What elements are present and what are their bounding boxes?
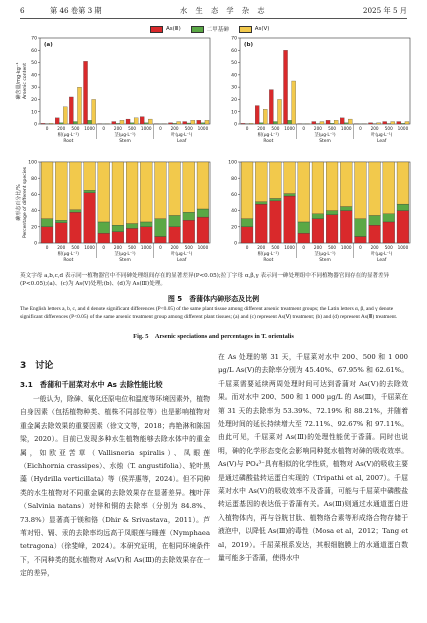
stacked-bar-segment — [84, 193, 96, 243]
bar — [116, 123, 120, 124]
x-tick-label: 1000 — [197, 126, 209, 131]
stacked-bar-segment — [355, 219, 367, 237]
x-tick-label: 200 — [113, 126, 122, 131]
stacked-bar-segment — [155, 219, 167, 237]
bar — [326, 120, 330, 124]
x-tick-label: 200 — [313, 126, 322, 131]
bar — [320, 122, 324, 124]
panel-letter: (b) — [244, 42, 253, 48]
stacked-bar-segment — [312, 162, 324, 214]
bar — [292, 81, 296, 124]
x-tick-label: 0 — [359, 245, 362, 250]
y-tick-label: 70 — [231, 36, 237, 42]
x-tick-label: 200 — [170, 245, 179, 250]
stacked-bar-segment — [284, 196, 296, 243]
y-tick-label: 30 — [231, 85, 237, 91]
bar — [391, 122, 395, 124]
y-tick-label: 0 — [234, 122, 237, 128]
stacked-bar-segment — [383, 162, 395, 214]
stacked-bar-segment — [70, 162, 82, 210]
stacked-bar-segment — [383, 214, 395, 222]
stacked-bar-segment — [183, 220, 195, 243]
bar — [348, 119, 352, 124]
stacked-bar-segment — [126, 228, 138, 243]
bar — [241, 123, 245, 124]
x-tick-label: 1000 — [84, 126, 95, 131]
stacked-bar-segment — [41, 227, 53, 243]
y-tick-label: 50 — [231, 61, 237, 67]
x-tick-label: 200 — [257, 245, 266, 250]
body-text-left-column — [20, 393, 210, 581]
stacked-bar-segment — [340, 211, 352, 243]
stacked-bar-segment — [155, 162, 167, 219]
x-tick-label: 0 — [359, 126, 362, 131]
stacked-bar-segment — [241, 219, 253, 227]
x-group-label: 叶(μg·L⁻¹) — [371, 252, 393, 257]
y-tick-label: 20 — [231, 98, 237, 104]
stacked-bar-segment — [140, 227, 152, 243]
issue-date: 2025 年 5 月 — [362, 6, 407, 15]
bar — [330, 123, 334, 124]
stacked-bar-segment — [112, 162, 124, 225]
bar — [177, 122, 181, 124]
y-tick-label: 40 — [31, 73, 37, 79]
x-group-label-en: Stem — [119, 139, 131, 144]
stacked-bar-segment — [255, 202, 267, 204]
stacked-bar-segment — [55, 223, 67, 243]
bar — [140, 117, 144, 124]
stacked-bar-segment — [255, 204, 267, 243]
bar — [88, 120, 92, 124]
x-tick-label: 500 — [71, 245, 80, 250]
bar — [259, 123, 263, 124]
x-tick-label: 0 — [45, 126, 49, 131]
bar — [197, 120, 201, 124]
x-tick-label: 0 — [159, 126, 162, 131]
bar — [273, 122, 277, 124]
x-group-label: 茎(μg·L⁻¹) — [114, 133, 136, 138]
legend-label-as5: As(Ⅴ) — [254, 26, 270, 32]
y-tick-label: 0 — [34, 241, 37, 247]
body-text-right-column — [218, 351, 408, 566]
stacked-bar-segment — [55, 162, 67, 220]
bar — [134, 118, 138, 124]
journal-name: 水 生 态 学 杂 志 — [180, 6, 268, 15]
stacked-bar-segment — [169, 215, 181, 226]
x-tick-label: 500 — [71, 126, 80, 131]
y-tick-label: 40 — [231, 73, 237, 79]
y-tick-label: 100 — [28, 160, 37, 166]
y-tick-label: 0 — [234, 241, 237, 247]
bar — [187, 123, 191, 124]
stacked-bar-segment — [241, 162, 253, 219]
x-group-label-en: Stem — [319, 258, 331, 263]
x-tick-label: 500 — [184, 245, 193, 250]
stacked-bar-segment — [183, 162, 195, 212]
stacked-bar-segment — [112, 225, 124, 231]
stacked-bar-segment — [84, 190, 96, 192]
stacked-bar-segment — [383, 222, 395, 243]
bar — [369, 123, 373, 124]
caption-chinese: 英文字母 a,b,c,d 表示同一植物器官中不同砷处理组间存在的显著差异(P<0.05);拉丁字母 α,β,γ 表示同一砷处理组中不同植物器官间存在的显著差异(P<0.05);(a)、(c)为 As(Ⅴ)处理;(b)、(d)为 As(Ⅲ)处理。 — [20, 273, 390, 287]
y-tick-label: 60 — [231, 48, 237, 54]
bar — [340, 118, 344, 124]
x-tick-label: 0 — [159, 245, 162, 250]
bar — [63, 107, 67, 124]
stacked-bar-segment — [355, 237, 367, 243]
stacked-bar-segment — [284, 162, 296, 194]
y-tick-label: 60 — [31, 48, 37, 54]
y-tick-label: 20 — [31, 225, 37, 231]
figure-title-english: Fig. 5 Arsenic speciations and percentages in T. orientalis — [133, 333, 294, 340]
page-number: 6 — [20, 6, 25, 15]
stacked-bar-segment — [155, 237, 167, 243]
y-axis-label-en: Percentage of different species — [23, 166, 28, 239]
x-tick-label: 500 — [271, 126, 280, 131]
bar — [397, 122, 401, 124]
x-group-label-en: Root — [263, 139, 274, 144]
stacked-bar-segment — [126, 162, 138, 224]
stacked-bar-segment — [270, 201, 282, 243]
bar — [55, 118, 59, 124]
stacked-bar-segment — [183, 212, 195, 220]
stacked-bar-segment — [98, 162, 110, 222]
x-tick-label: 500 — [271, 245, 280, 250]
x-tick-label: 1000 — [340, 245, 352, 250]
y-tick-label: 50 — [31, 61, 37, 67]
legend-label-dma: 二甲基砷 — [206, 27, 229, 33]
x-tick-label: 0 — [302, 126, 306, 131]
stacked-bar-segment — [41, 219, 53, 227]
x-tick-label: 1000 — [284, 245, 295, 250]
bar — [59, 123, 63, 124]
x-tick-label: 200 — [313, 245, 322, 250]
stacked-bar-segment — [298, 162, 310, 222]
subsection-heading: 3.1 香蒲和千屈菜对水中 As 去除性能比较 — [20, 380, 163, 389]
bar — [92, 99, 96, 124]
stacked-bar-segment — [312, 214, 324, 219]
left-paragraph: 一般认为，除砷、氧化还原电位和温度等环境因素外，植物自身因素（包括植物种类、植株不同部位等）也是影响植物对重金属去除效果的重要因素（徐文文等，2018；冉艳淋和陈国梁，2020）。目前已发现多种水生植物能够去除水体中的重金属，如欧亚苦草（Vallisneria spiralis）、凤眼莲（Eichhornia crassipes）、水烛（T. angustifolia）、轮叶黑藻（Hydrilla verticillata）等（侯弄惠等，2024）。但不同种类的水生植物对不同重金属的去除效果存在显著差异。槐叶萍（Salvinia natans）对锌和铜的去除率（分别为 84.8%、73.8%）显著高于镁和铬（Dhir & Srivastava，2011）。芦苇对铅、镉、汞的去除率均远高于凤眼莲与睡莲（Nymphaea tetragona）（徐斐峰，2024）。本研究证明，在相同环境条件下，不同种类的挺水植物对 As(Ⅴ)和 As(Ⅲ)的去除效果存在一定的差异， — [20, 395, 210, 578]
volume-issue: 第 46 卷第 3 期 — [50, 6, 102, 15]
x-group-label: 叶(μg·L⁻¹) — [371, 133, 393, 138]
y-tick-label: 40 — [31, 209, 37, 215]
x-group-label: 茎(μg·L⁻¹) — [314, 133, 336, 138]
bar — [334, 120, 338, 124]
x-tick-label: 0 — [245, 245, 249, 250]
bar — [41, 123, 45, 124]
x-tick-label: 1000 — [340, 126, 352, 131]
x-group-label-en: Root — [63, 258, 74, 263]
stacked-bar-segment — [140, 162, 152, 222]
x-group-label-en: Leaf — [377, 258, 387, 263]
bar — [205, 120, 209, 124]
stacked-bar-segment — [197, 162, 209, 209]
x-tick-label: 200 — [170, 126, 179, 131]
x-tick-label: 0 — [302, 245, 306, 250]
stacked-bar-segment — [169, 227, 181, 243]
x-tick-label: 200 — [370, 245, 379, 250]
x-group-label: 叶(μg·L⁻¹) — [171, 252, 193, 257]
x-group-label-en: Root — [263, 258, 274, 263]
figure-title-chinese: 图 5 香蒲体内砷形态及比例 — [167, 295, 260, 303]
stacked-bar-segment — [84, 162, 96, 190]
stacked-bar-segment — [241, 227, 253, 243]
bar — [277, 99, 281, 124]
stacked-bar-segment — [126, 224, 138, 229]
bar — [169, 123, 173, 124]
bar — [249, 123, 253, 124]
y-tick-label: 10 — [31, 110, 37, 116]
stacked-bar-segment — [369, 215, 381, 225]
bar — [269, 90, 273, 124]
x-tick-label: 0 — [102, 245, 106, 250]
x-tick-label: 500 — [328, 245, 337, 250]
bar — [112, 122, 116, 124]
x-group-label-en: Stem — [319, 139, 331, 144]
y-tick-label: 20 — [31, 98, 37, 104]
x-tick-label: 1000 — [284, 126, 295, 131]
bar — [312, 122, 316, 124]
x-tick-label: 500 — [384, 245, 393, 250]
right-paragraph: 在 As 处理的第 31 天，千屈菜对水中 200、500 和 1 000 μg/L As(Ⅴ)的去除率分别为 45.40%、67.95% 和 62.61%。千屈菜需要延续两周处理时间可达到香蒲对 As(Ⅴ)的去除效果。而对水中 200、500 和 1 000 μg/L 的 As(Ⅲ)，千屈菜在第 31 天的去除率为 53.39%、72.19% 和 88.21%，并随着处理时间的延长持续增大至 72.11%、92.67% 和 97.11%。由此可见，千屈菜对 As(Ⅲ)的处理性能优于香蒲。同时也说明，砷的化学形态变化会影响同种挺水植物对砷的吸收效率。As(Ⅴ)与 PO₄³⁻具有相似的化学性质，植物对 As(Ⅴ)的吸收主要是通过磷酸盐转运蛋白实现的（Tripathi et al, 2007）。千屈菜对水中 As(Ⅴ)的吸收效率不及香蒲，可能与千屈菜中磷酸盐转运蛋基因的表达低于香蒲有关。As(Ⅲ)则通过水通道蛋白进入植物体内，再与谷胱甘肽、植物络合素等形成络合物存储于液泡中，以降低 As(Ⅲ)的毒性（Mosa et al，2012；Tang et al，2019）。千屈菜根系发达，其根细胞膜上的水通道蛋白数量可能多于香蒲，使得水中 — [218, 353, 408, 563]
caption-english: The English letters a, b, c, and d denote significant differences (P<0.05) of the same plant tissue among different arsenic treatment groups; the Latin letters α, β, and γ denote significant differences (P<0.05) of the same arsenic treatment group among different plant tissues; (a) and (c) represent As(Ⅴ) treatment; (b) and (d) represent As(Ⅲ) treatment. — [20, 306, 398, 320]
x-group-label: 根(μg·L⁻¹) — [57, 252, 79, 257]
x-group-label: 茎(μg·L⁻¹) — [314, 252, 336, 257]
stacked-bar-segment — [270, 198, 282, 200]
x-tick-label: 1000 — [84, 245, 95, 250]
x-tick-label: 500 — [128, 126, 137, 131]
bar — [191, 120, 195, 124]
stacked-bar-segment — [98, 233, 110, 243]
stacked-bar-segment — [112, 232, 124, 243]
stacked-bar-segment — [397, 162, 409, 204]
figure-5-charts — [0, 0, 427, 272]
y-tick-label: 80 — [31, 176, 37, 182]
y-axis-label: 砷含量/mg·kg⁻¹ — [16, 62, 22, 100]
x-tick-label: 1000 — [397, 245, 409, 250]
x-group-label: 根(μg·L⁻¹) — [57, 133, 79, 138]
bar — [148, 119, 152, 124]
x-tick-label: 500 — [328, 126, 337, 131]
bar — [255, 106, 259, 124]
stacked-bar-segment — [255, 162, 267, 202]
x-tick-label: 1000 — [397, 126, 409, 131]
x-tick-label: 500 — [128, 245, 137, 250]
bar — [383, 122, 387, 124]
x-group-label: 茎(μg·L⁻¹) — [114, 252, 136, 257]
x-group-label: 根(μg·L⁻¹) — [257, 133, 279, 138]
y-tick-label: 0 — [34, 122, 37, 128]
x-group-label-en: Leaf — [177, 258, 187, 263]
bar — [288, 120, 292, 124]
stacked-bar-segment — [169, 162, 181, 215]
x-group-label: 叶(μg·L⁻¹) — [171, 133, 193, 138]
x-tick-label: 0 — [102, 126, 106, 131]
stacked-bar-segment — [369, 162, 381, 215]
x-tick-label: 1000 — [140, 245, 152, 250]
bar — [77, 87, 81, 124]
stacked-bar-segment — [98, 222, 110, 233]
x-tick-label: 1000 — [140, 126, 152, 131]
bar — [284, 50, 288, 124]
stacked-bar-segment — [55, 220, 67, 222]
stacked-bar-segment — [397, 211, 409, 243]
x-tick-label: 1000 — [197, 245, 209, 250]
panel-letter: (a) — [44, 42, 53, 48]
bar — [69, 97, 73, 124]
stacked-bar-segment — [197, 217, 209, 243]
y-tick-label: 10 — [231, 110, 237, 116]
bar — [344, 123, 348, 124]
stacked-bar-segment — [326, 162, 338, 211]
stacked-bar-segment — [270, 162, 282, 198]
stacked-bar-segment — [312, 219, 324, 243]
x-tick-label: 0 — [45, 245, 49, 250]
stacked-bar-segment — [70, 210, 82, 212]
bar — [144, 123, 148, 124]
bar — [201, 123, 205, 124]
y-tick-label: 70 — [31, 36, 37, 42]
stacked-bar-segment — [326, 211, 338, 215]
legend-label-as3: As(Ⅲ) — [166, 26, 181, 32]
stacked-bar-segment — [355, 162, 367, 219]
y-tick-label: 60 — [231, 193, 237, 198]
bar — [263, 109, 267, 124]
bar — [405, 122, 409, 124]
stacked-bar-segment — [70, 212, 82, 243]
bar — [84, 61, 88, 124]
x-group-label-en: Stem — [119, 258, 131, 263]
x-tick-label: 200 — [113, 245, 122, 250]
x-tick-label: 500 — [184, 126, 193, 131]
x-group-label-en: Root — [63, 139, 74, 144]
bar — [401, 123, 405, 124]
y-tick-label: 20 — [231, 225, 237, 231]
stacked-bar-segment — [197, 209, 209, 217]
y-tick-label: 40 — [231, 209, 237, 215]
y-tick-label: 60 — [31, 193, 37, 198]
bar — [173, 123, 177, 124]
stacked-bar-segment — [397, 204, 409, 210]
bar — [130, 123, 134, 124]
x-group-label: 根(μg·L⁻¹) — [257, 252, 279, 257]
x-tick-label: 200 — [57, 245, 66, 250]
stacked-bar-segment — [284, 194, 296, 196]
bar — [49, 123, 53, 124]
bar — [73, 122, 77, 124]
bar — [377, 123, 381, 124]
y-tick-label: 30 — [31, 85, 37, 91]
stacked-bar-segment — [326, 215, 338, 243]
stacked-bar-segment — [298, 222, 310, 233]
bar — [126, 119, 130, 124]
x-tick-label: 0 — [245, 126, 249, 131]
section-heading: 3 讨论 — [20, 361, 54, 371]
x-group-label-en: Leaf — [177, 139, 187, 144]
bar — [120, 120, 124, 124]
stacked-bar-segment — [340, 207, 352, 211]
stacked-bar-segment — [41, 162, 53, 219]
stacked-bar-segment — [369, 225, 381, 243]
x-group-label-en: Leaf — [377, 139, 387, 144]
x-tick-label: 500 — [384, 126, 393, 131]
x-tick-label: 200 — [57, 126, 66, 131]
y-tick-label: 80 — [231, 176, 237, 182]
x-tick-label: 200 — [370, 126, 379, 131]
stacked-bar-segment — [340, 162, 352, 207]
y-axis-label: 砷形态百分比/% — [16, 184, 22, 221]
y-tick-label: 100 — [228, 160, 237, 166]
x-tick-label: 200 — [257, 126, 266, 131]
y-axis-label-en: Arsenic content — [23, 62, 28, 100]
stacked-bar-segment — [140, 222, 152, 227]
bar — [183, 122, 187, 124]
stacked-bar-segment — [298, 233, 310, 243]
